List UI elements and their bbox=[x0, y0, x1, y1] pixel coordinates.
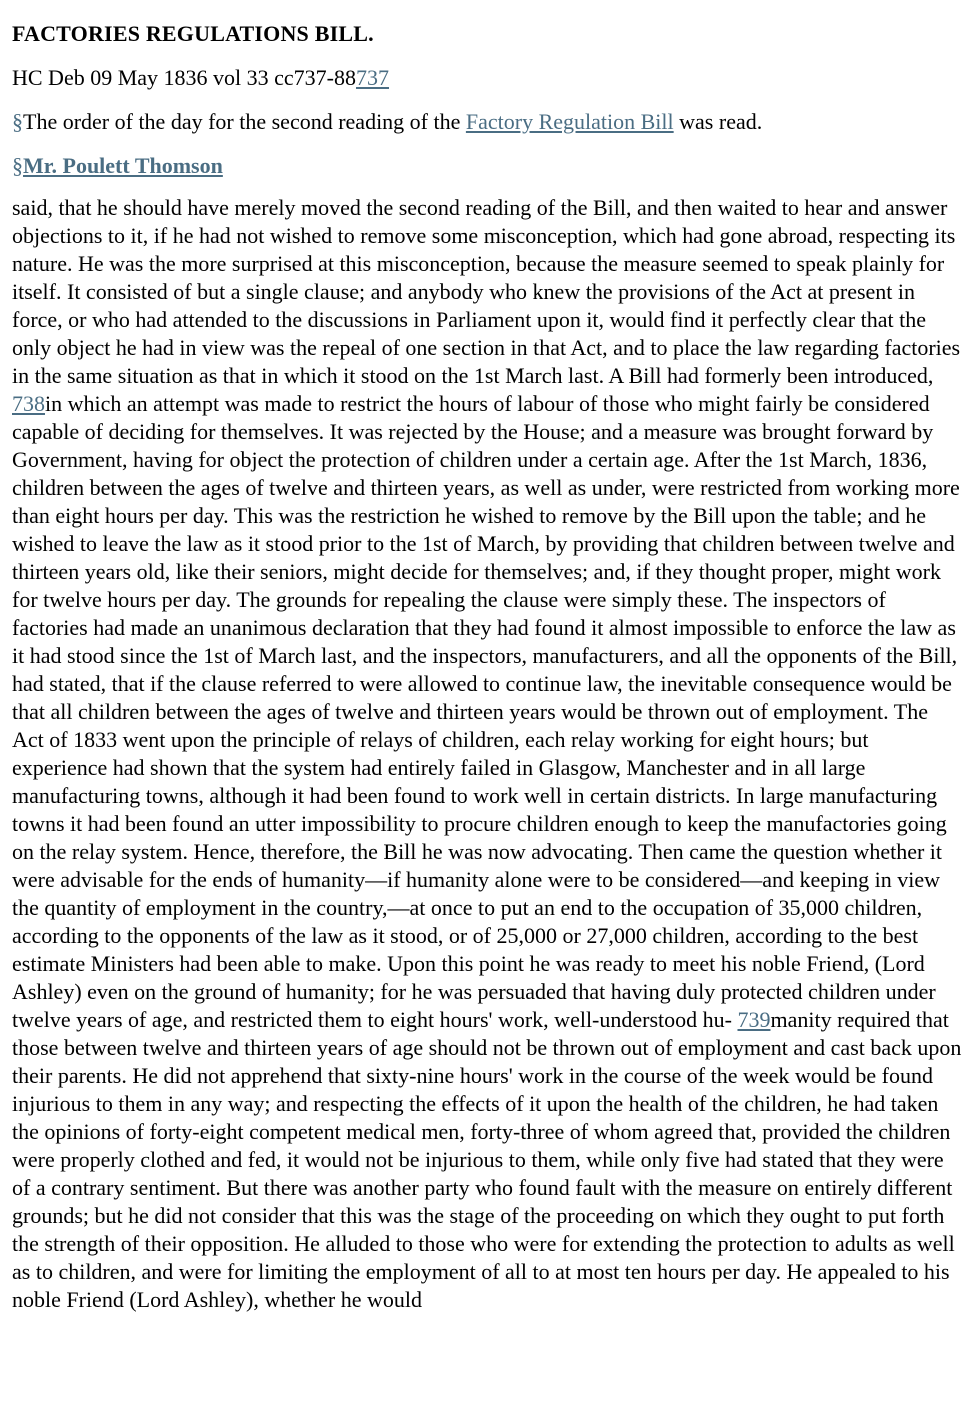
factory-regulation-bill-link[interactable]: Factory Regulation Bill bbox=[465, 109, 674, 134]
column-link-737[interactable]: 737 bbox=[356, 65, 390, 90]
speaker-line bbox=[12, 150, 962, 182]
section-mark[interactable]: § bbox=[12, 109, 23, 134]
intro-paragraph bbox=[12, 106, 962, 138]
intro-text-before: The order of the day for the second reading of the bbox=[23, 109, 466, 134]
column-link-739[interactable]: 739 bbox=[737, 1007, 771, 1032]
speech-paragraph bbox=[12, 194, 962, 1314]
citation-line bbox=[12, 62, 962, 94]
speech-text-part-3: manity required that those between twelve and thirteen years of age should not be thrown out of employment and cast back upon their parents. He did not apprehend that sixty-nine hours' work in the course of the week would be found injurious to them in any way; and respecting the effects of it upon the health of the children, he had taken the opinions of forty-eight competent medical men, forty-three of whom agreed that, provided the children were properly clothed and fed, it would not be injurious to them, while only five had stated that they were of a contrary sentiment. But there was another party who found fault with the measure on entirely different grounds; but he did not consider that this was the stage of the proceeding on which they ought to put forth the strength of their opposition. He alluded to those who were for extending the protection to adults as well as to children, and were for limiting the employment of all to at most ten hours per day. He appealed to his noble Friend (Lord Ashley), whether he would bbox=[12, 1007, 962, 1312]
speech-text-part-1: said, that he should have merely moved the second reading of the Bill, and then waited to hear and answer objections to it, if he had not wished to remove some misconception, which had gone abroad, respecting its nature. He was the more surprised at this misconception, because the measure seemed to speak plainly for itself. It consisted of but a single clause; and anybody who knew the provisions of the Act at present in force, or who had attended to the discussions in Parliament upon it, would find it perfectly clear that the only object he had in view was the repeal of one section in that Act, and to place the law regarding factories in the same situation as that in which it stood on the 1st March last. A Bill had formerly been introduced, bbox=[12, 195, 961, 388]
speech-text-part-2: in which an attempt was made to restrict the hours of labour of those who might fairly be considered capable of deciding for themselves. It was rejected by the House; and a measure was brought forward by Government, having for object the protection of children under a certain age. After the 1st March, 1836, children between the ages of twelve and thirteen years, as well as under, were restricted from working more than eight hours per day. This was the restriction he wished to remove by the Bill upon the table; and he wished to leave the law as it stood prior to the 1st of March, by providing that children between twelve and thirteen years old, like their seniors, might decide for themselves; and, if they thought proper, might work for twelve hours per day. The grounds for repealing the clause were simply these. The inspectors of factories had made an unanimous declaration that they had found it almost impossible to enforce the law as it had stood since the 1st of March last, and the inspectors, manufacturers, and all the opponents of the Bill, had stated, that if the clause referred to were allowed to continue law, the inevitable consequence would be that all children between the ages of twelve and thirteen years would be thrown out of employment. The Act of 1833 went upon the principle of relays of children, each relay working for eight hours; but experience had shown that the system had entirely failed in Glasgow, Manchester and in all large manufacturing towns, although it had been found to work well in certain districts. In large manufacturing towns it had been found an utter impossibility to procure children enough to keep the manufactories going on the relay system. Hence, therefore, the Bill he was now advocating. Then came the question whether it were advisable for the ends of humanity—if humanity alone were to be considered—and keeping in view the quantity of employment in the country,—at once to put an end to the occupation of 35,000 children, according to the opponents of the law as it stood, or of 25,000 or 27,000 children, according to the best estimate Ministers had been able to make. Upon this point he was ready to meet his noble Friend, (Lord Ashley) even on the ground of humanity; for he was persuaded that having duly protected children under twelve years of age, and restricted them to eight hours' work, well-understood hu- bbox=[12, 391, 960, 1032]
speaker-name-link[interactable]: Mr. Poulett Thomson bbox=[23, 153, 223, 178]
document-page bbox=[12, 18, 962, 1314]
citation-text: HC Deb 09 May 1836 vol 33 cc737-88 bbox=[12, 65, 357, 90]
column-link-738[interactable]: 738 bbox=[12, 391, 45, 416]
page-title: FACTORIES REGULATIONS BILL. bbox=[12, 21, 374, 46]
intro-text-after: was read. bbox=[673, 109, 763, 134]
speaker-section-mark[interactable]: § bbox=[12, 153, 23, 178]
